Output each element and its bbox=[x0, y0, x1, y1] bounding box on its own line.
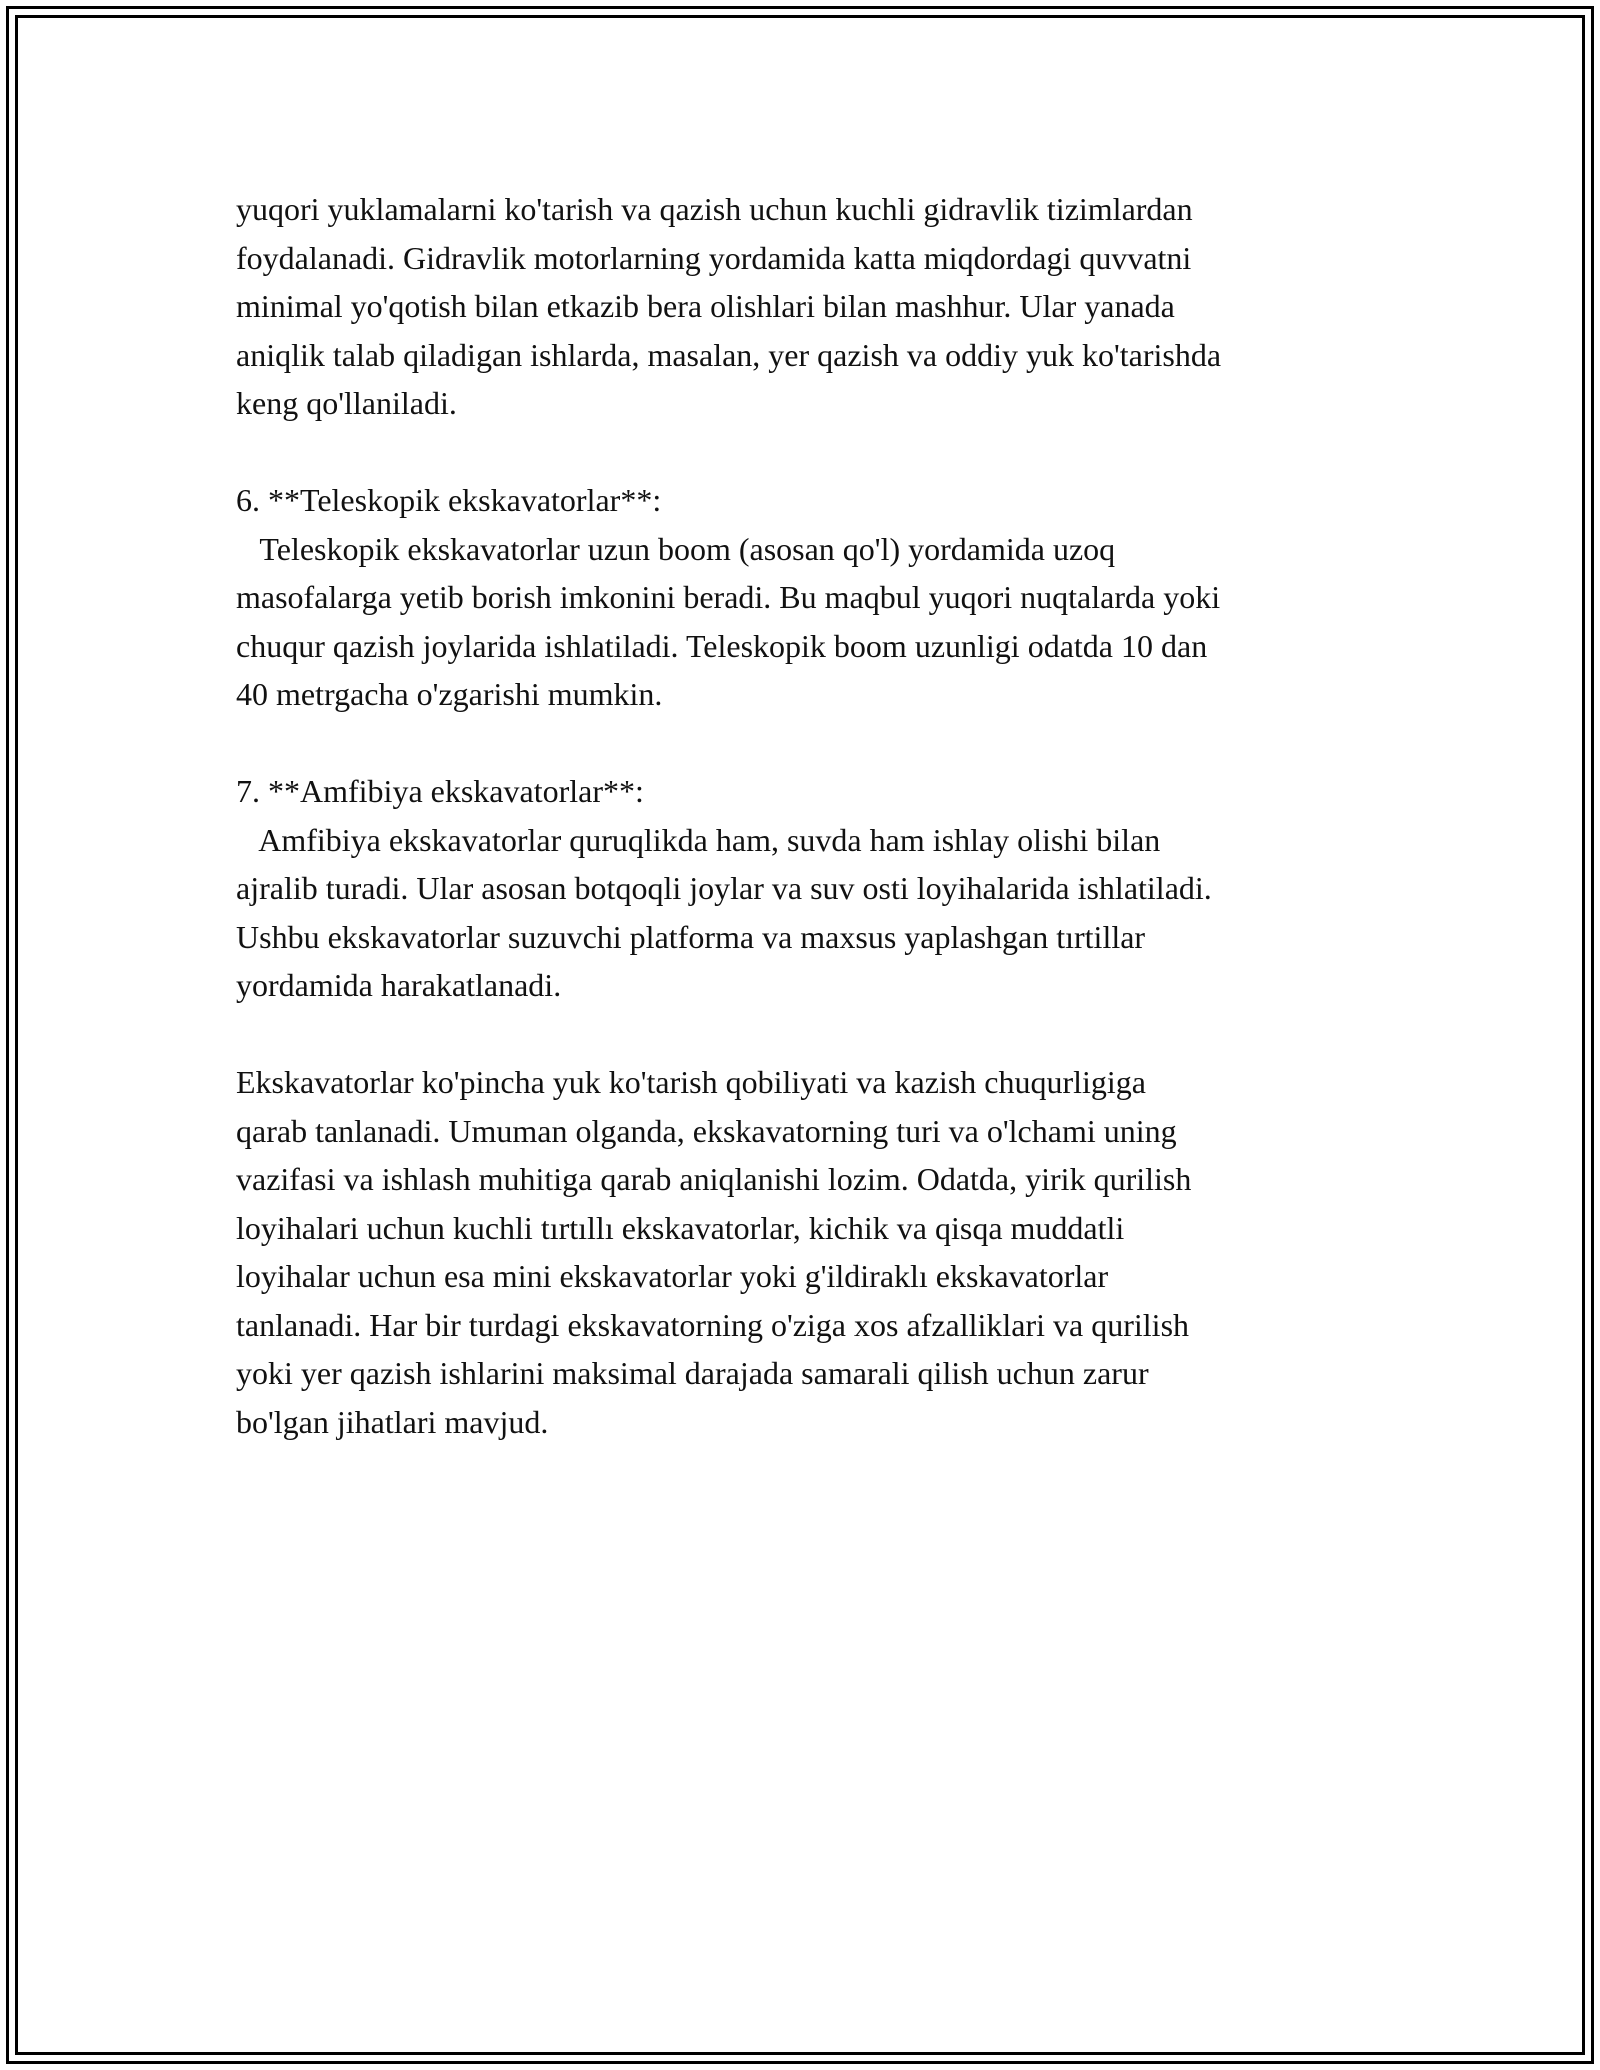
section-heading: 7. **Amfibiya ekskavatorlar**: bbox=[236, 773, 644, 809]
text-line: aniqlik talab qiladigan ishlarda, masalan, yer qazish va oddiy yuk ko'tarishda bbox=[236, 336, 1222, 373]
text-line: keng qo'llaniladi. bbox=[236, 385, 457, 421]
text-line: minimal yo'qotish bilan etkazib bera olishlari bilan mashhur. Ular yanada bbox=[236, 288, 1175, 324]
text-line: yoki yer qazish ishlarini maksimal darajada samarali qilish uchun zarur bbox=[236, 1355, 1149, 1391]
text-line: Ekskavatorlar ko'pincha yuk ko'tarish qobiliyati va kazish chuqurligiga bbox=[236, 1064, 1146, 1100]
paragraph-hydraulic bbox=[236, 185, 1376, 428]
text-line: yordamida harakatlanadi. bbox=[236, 967, 562, 1003]
text-line: vazifasi va ishlash muhitiga qarab aniqlanishi lozim. Odatda, yirik qurilish bbox=[236, 1161, 1192, 1197]
text-line: foydalanadi. Gidravlik motorlarning yordamida katta miqdordagi quvvatni bbox=[236, 239, 1192, 276]
text-line: 40 metrgacha o'zgarishi mumkin. bbox=[236, 676, 663, 712]
paragraph-gap bbox=[236, 428, 1376, 477]
text-line: yuqori yuklamalarni ko'tarish va qazish uchun kuchli gidravlik tizimlardan bbox=[236, 191, 1193, 227]
text-line: Amfibiya ekskavatorlar quruqlikda ham, suvda ham ishlay olishi bilan bbox=[236, 821, 1161, 858]
document-body bbox=[236, 185, 1376, 1446]
paragraph-telescopic bbox=[236, 476, 1376, 719]
section-heading: 6. **Teleskopik ekskavatorlar**: bbox=[236, 482, 662, 518]
text-line: loyihalar uchun esa mini ekskavatorlar yoki g'ildiraklı ekskavatorlar bbox=[236, 1258, 1109, 1294]
text-line: Teleskopik ekskavatorlar uzun boom (asosan qo'l) yordamida uzoq bbox=[236, 530, 1116, 567]
text-line: bo'lgan jihatlari mavjud. bbox=[236, 1403, 549, 1440]
paragraph-gap bbox=[236, 719, 1376, 768]
text-line: tanlanadi. Har bir turdagi ekskavatorning o'ziga xos afzalliklari va qurilish bbox=[236, 1306, 1190, 1343]
paragraph-amphibious bbox=[236, 767, 1376, 1010]
text-line: ajralib turadi. Ular asosan botqoqli joylar va suv osti loyihalarida ishlatiladi. bbox=[236, 870, 1212, 906]
text-line: chuqur qazish joylarida ishlatiladi. Teleskopik boom uzunligi odatda 10 dan bbox=[236, 627, 1208, 664]
text-line: loyihalari uchun kuchli tırtıllı ekskavatorlar, kichik va qisqa muddatli bbox=[236, 1209, 1125, 1246]
text-line: Ushbu ekskavatorlar suzuvchi platforma va maxsus yaplashgan tırtillar bbox=[236, 918, 1146, 955]
paragraph-gap bbox=[236, 1010, 1376, 1059]
paragraph-conclusion bbox=[236, 1058, 1376, 1446]
text-line: qarab tanlanadi. Umuman olganda, ekskavatorning turi va o'lchami uning bbox=[236, 1112, 1177, 1149]
text-line: masofalarga yetib borish imkonini beradi. Bu maqbul yuqori nuqtalarda yoki bbox=[236, 579, 1221, 615]
